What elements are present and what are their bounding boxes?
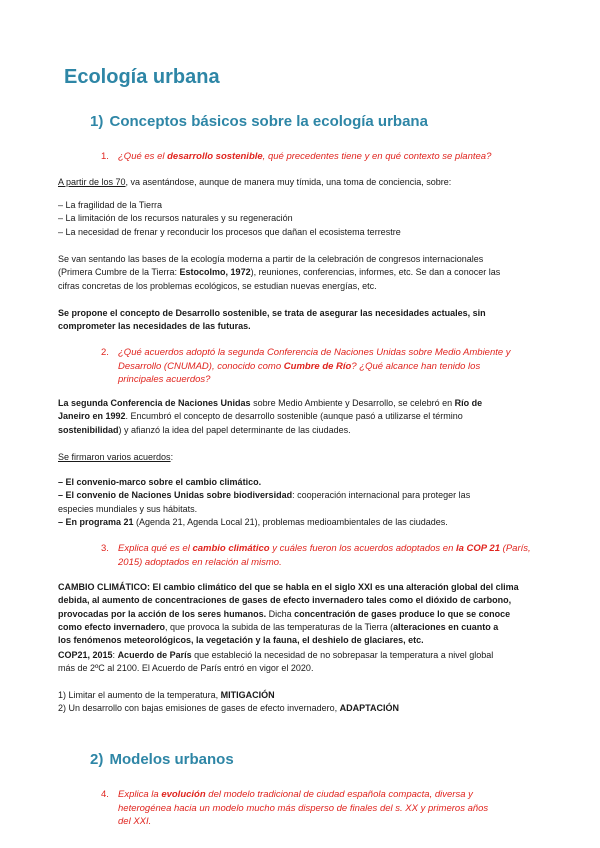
list-item-text: especies mundiales y sus hábitats. xyxy=(58,503,198,514)
paragraph-text: Dicha xyxy=(266,608,295,619)
bold-phrase: Janeiro en 1992 xyxy=(58,411,126,422)
list-item-bold: – En programa 21 xyxy=(58,516,134,527)
list-item-text: : cooperación internacional para proteger las xyxy=(292,490,471,501)
question-2 xyxy=(101,346,531,387)
bold-phrase: sostenibilidad xyxy=(58,424,119,435)
question-keyword: desarrollo sostenible xyxy=(167,151,263,162)
paragraph-agreements xyxy=(58,451,548,464)
paragraph-text: 2) Un desarrollo con bajas emisiones de gases de efecto invernadero, xyxy=(58,703,340,714)
page-title: Ecología urbana xyxy=(64,66,220,88)
bold-phrase: La segunda Conferencia de Naciones Unidas xyxy=(58,398,251,408)
bold-phrase: ADAPTACIÓN xyxy=(339,703,400,714)
bold-phrase: Río de xyxy=(454,398,483,408)
paragraph-cop21 xyxy=(58,649,548,676)
paragraph-awareness xyxy=(58,176,548,189)
list-item: – La necesidad de frenar y reconducir los procesos que dañan el ecosistema terrestre xyxy=(58,226,401,237)
question-number: 1. xyxy=(101,151,109,162)
bold-phrase: Acuerdo de París xyxy=(117,650,192,660)
bold-phrase: concentración de gases produce lo que se conoce xyxy=(294,608,511,619)
question-text: del modelo tradicional de ciudad española compacta, diversa y xyxy=(205,789,473,800)
list-item: – El convenio-marco sobre el cambio climático. xyxy=(58,477,262,487)
bold-phrase: COP21, 2015 xyxy=(58,650,113,660)
paragraph-text: ), reuniones, conferencias, informes, etc. Se dan a conocer las xyxy=(250,267,501,278)
question-number: 3. xyxy=(101,543,109,554)
paragraph-bases xyxy=(58,253,548,293)
bold-phrase: alteraciones en cuanto a xyxy=(393,621,499,632)
question-line: principales acuerdos? xyxy=(118,374,211,385)
paragraph-line: CAMBIO CLIMÁTICO: El cambio climático del que se habla en el siglo XXI es una alteración global del clima xyxy=(58,582,519,592)
paragraph-text: que estableció la necesidad de no sobrepasar la temperatura a nivel global xyxy=(191,650,494,660)
list-item-text: (Agenda 21, Agenda Local 21), problemas medioambientales de las ciudades. xyxy=(133,516,448,527)
paragraph-rio xyxy=(58,397,548,437)
paragraph-line: debida, al aumento de concentraciones de gases de efecto invernadero tales como el dióxido de carbono, xyxy=(58,595,512,606)
paragraph-line: comprometer las necesidades de las futuras. xyxy=(58,321,251,332)
question-text: y cuáles fueron los acuerdos adoptados en xyxy=(269,543,456,554)
question-number: 2. xyxy=(101,347,109,358)
paragraph-text: sobre Medio Ambiente y Desarrollo, se celebró en xyxy=(250,398,455,408)
question-line: 2015) adoptados en relación al mismo. xyxy=(118,556,282,568)
bold-phrase: provocadas por la acción de los seres humanos. xyxy=(58,608,267,619)
bold-phrase: como efecto invernadero xyxy=(58,621,166,632)
list-agreements xyxy=(58,476,548,529)
paragraph-text: : xyxy=(170,452,174,462)
paragraph-climate xyxy=(58,581,548,647)
section-title: Conceptos básicos sobre la ecología urbana xyxy=(109,113,428,130)
section-heading-1 xyxy=(90,113,428,130)
question-text: Desarrollo (CNUMAD), conocido como xyxy=(118,360,284,372)
question-keyword: la COP 21 xyxy=(456,543,501,554)
question-number: 4. xyxy=(101,789,109,800)
paragraph-line: cifras concretas de los problemas ecológicos, se estudian nuevas energías, etc. xyxy=(58,280,377,291)
list-item: – La fragilidad de la Tierra xyxy=(58,200,163,210)
question-keyword: evolución xyxy=(161,789,206,800)
question-keyword: cambio climático xyxy=(192,543,270,554)
section-title: Modelos urbanos xyxy=(109,751,234,768)
list-item-bold: – El convenio de Naciones Unidas sobre biodiversidad xyxy=(58,490,293,501)
question-text: ? ¿Qué alcance han tenido los xyxy=(351,360,481,372)
paragraph-goals xyxy=(58,689,548,716)
underlined-phrase: Se firmaron varios acuerdos xyxy=(58,452,171,462)
list-item: – La limitación de los recursos naturales y su regeneración xyxy=(58,213,293,224)
question-text: ¿Qué es el xyxy=(118,151,168,162)
question-text: (París, xyxy=(500,543,531,554)
paragraph-line: Se propone el concepto de Desarrollo sostenible, se trata de asegurar las necesidades actuales, sin xyxy=(58,308,486,318)
bold-phrase: Estocolmo, 1972 xyxy=(179,267,251,278)
paragraph-text: 1) Limitar el aumento de la temperatura, xyxy=(58,690,221,700)
paragraph-text: . Encumbró el concepto de desarrollo sostenible (aunque pasó a utilizarse el término xyxy=(125,411,463,422)
paragraph-text: : xyxy=(112,650,118,660)
list-awareness xyxy=(58,199,548,239)
paragraph-text: , va asentándose, aunque de manera muy tímida, una toma de conciencia, sobre: xyxy=(125,177,452,187)
question-text: Explica qué es el xyxy=(118,543,193,554)
question-4 xyxy=(101,788,531,829)
paragraph-line: los fenómenos meteorológicos, la vegetación y la fauna, el deshielo de glaciares, etc. xyxy=(58,635,424,646)
question-line: del XXI. xyxy=(118,816,152,827)
section-number: 2) xyxy=(90,751,104,768)
question-3 xyxy=(101,542,531,569)
paragraph-sustainable xyxy=(58,307,548,334)
question-line: heterogénea hacia un modelo mucho más disperso de finales del s. XX y primeros años xyxy=(118,802,489,814)
underlined-phrase: A partir de los 70 xyxy=(58,177,126,187)
section-number: 1) xyxy=(90,113,104,130)
question-text-end: , qué precedentes tiene y en qué contexto se plantea? xyxy=(262,151,492,162)
paragraph-text: (Primera Cumbre de la Tierra: xyxy=(58,267,180,278)
section-heading-2 xyxy=(90,751,234,768)
paragraph-line: Se van sentando las bases de la ecología moderna a partir de la celebración de congresos internacionales xyxy=(58,254,484,264)
question-line: ¿Qué acuerdos adoptó la segunda Conferencia de Naciones Unidas sobre Medio Ambiente y xyxy=(118,347,511,358)
question-keyword: Cumbre de Río xyxy=(283,360,352,372)
paragraph-text: ) y afianzó la idea del papel determinante de las ciudades. xyxy=(118,424,351,435)
paragraph-line: más de 2ºC al 2100. El Acuerdo de París entró en vigor el 2020. xyxy=(58,663,314,674)
paragraph-text: , que provoca la subida de las temperaturas de la Tierra ( xyxy=(165,621,394,632)
bold-phrase: MITIGACIÓN xyxy=(220,690,275,700)
question-text: Explica la xyxy=(118,789,162,800)
question-1 xyxy=(101,150,531,164)
